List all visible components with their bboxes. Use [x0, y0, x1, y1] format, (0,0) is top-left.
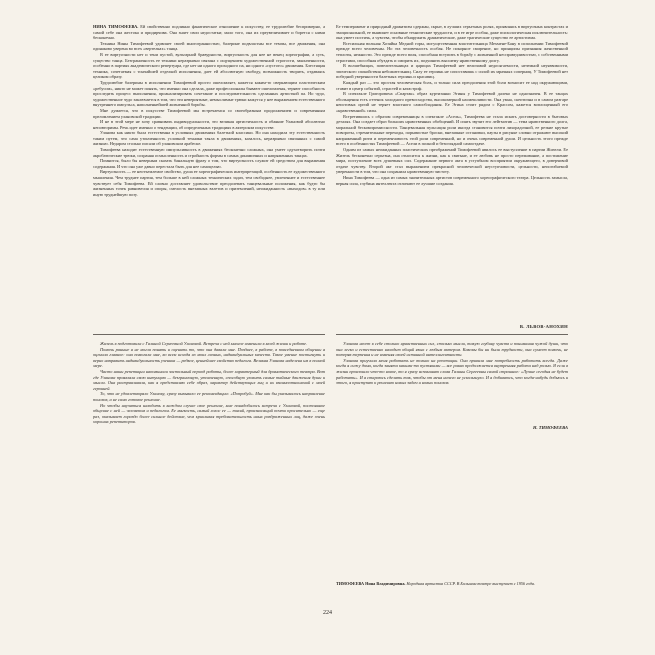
article-paragraph: Виртуозность — ее неотъемлемое свойство, душа ее хореографических интерпретаций, особенность ее художественного мышления. Чем труднее партия, тем больше в ней сложных технических задач, тем свободнее, увлеченнее и естественнее чувствует себя Тимофеева. Ей словно доставляет удовольствие преодолевать танцевальные положения, как будто бы жизненных точек равновесия и опоры, смелость внезапных взлетов и приземлений, неожиданность «выходов» в ту или иную труднейшую позу. — [93, 169, 325, 197]
article-lead-text: Ей свойственно подлинно фанатическое отношение к искусству, ее трудолюбие беспримерно, а самой себе она жестока и придирчива. Она знает свои недостатки; мало того, она их преувеличивает и борется с ними бесконечно. — [93, 24, 325, 41]
section-divider-left — [93, 334, 325, 335]
article-paragraph: И не в этой мере не хочу сравнивать индивидуальности, это великая артистичность и обаяние Улановой абсолютно неповторимы. Речь идет именно о тенденции, об определенных традициях в актерском искусстве. — [93, 119, 325, 130]
quote-column-right — [336, 341, 568, 423]
quote-paragraph: Помочь раньше я не могла понять и оценить то, что она давала мне. Позднее, в работе, в повседневном общении я оценила главное: она помогала мне, во всем исходя из моих личных, индивидуальных качеств. Такое умение постигнуть и верно направить индивидуальность ученика — редкое, ценнейшее свойство педагога. Великая Уланова наделена им в полной мере. — [93, 346, 325, 369]
article-paragraph: Уланова как никто была естественна в условных движениях балетной классики. Но она находила эту естественность таким путем, что сама утонченность условной техники таяла в движениях, казалось, неразрывно связанных с самой жизнью. Недаром столько писали об улановском арабеске. — [93, 130, 325, 147]
article-column-right — [336, 24, 568, 323]
article-lead-name: НИНА ТИМОФЕЕВА. — [93, 24, 139, 29]
article-paragraph: Ее темперамент и природный драматизм сдержан, скрыт, в лучших серьезных ролях, проявляясь в виртуозных контрастах и эмоциональной, ее выявляет основные технические трудности, и в ее игре особая, даже психологическая исключительность: она умеет постичь, а чувства, чтобы обнаружить драматические, даже трагические существо ее артистизма. — [336, 24, 568, 41]
article-paragraph: Нина Тимофеева — одна из самых значительных артистов современного хореографического театра. Цельность замысла, верная сила, глубина интеллекта отличают ее лучшие создания. — [336, 175, 568, 186]
quote-paragraph: Но чтобы научаться находить в каждом случае свое решение, мне понадобилось встреча с Улановой, постоянное общение с ней — человеком и педагогом. Ее мягкость, самый голос ее — тихий, произносящий почти просительно — еще раз, оказывает гораздо более сильное действие, чем крикливая требовательность иных раздраженных лиц, даже очень хороших репетиторов. — [93, 402, 325, 425]
article-paragraph: Встретившись с образом современницы в спектакле «Асель», Тимофеева не стала искать достоверности в бытовых деталях. Она создает образ больших нравственных обобщений. И опять звучит его лейтмотив — тема нравственного долга, моральной бескомпромиссности. Танцевальная пульсация роли иногда становится почти лихорадочной, ее резкие крутые повороты, стремительные переходы, порывистые броски, внезапные остановки, паузы в рисунке словно отражают высокий напряженный ритм и переменчивость этой роли современной, но и очень современной души. И цельность этого прежде всего в особенностях Тимофеевой — Асели в полной и безоглядной самоотдаче. — [336, 113, 568, 147]
quote-paragraph: Жизель в подготовила с Галиной Сергеевной Улановой. Встреча с ней многое изменила в моей жизни и работе. — [100, 341, 308, 346]
quote-column-left — [93, 341, 325, 599]
quote-paragraph: Часто наши репетиции напоминали застольный период работы, более характерный для драматического театра. Вот где Уланова проявляла свою интуицию — безграничную, утонченную, способную уловить самые тайные движения души и мысли. Она растравливала, как я представляю себе образ, характер действующих лиц и их взаимоотношений с моей героиней. — [93, 368, 325, 391]
article-paragraph: В волшебницах, повелительницах и царицах Тимофеевой нет величавой недосягаемости, неземной неуязвимости, эпического спокойствия небожительниц. Силу ее героинь не сопоставишь с силой их мрачных соперниц. У Тимофеевой нет победной уверенности балетных героинь и красавиц. — [336, 63, 568, 80]
article-paragraph: В ее виртуозности нет и тени пустой, вульгарной бравурности, виртуозность для нее не венец хореографии, а суть, существо танца. Безграничность ее техники неразрывно связана с ощущением художественной строгости, законченности, особенно в партиях академического репертуара, где нет ни одного проходного па, ни одного «пустого» движения. Блестящая техника, сочетаемая с тончайшей отделкой исполнения, дает ей абсолютную свободу, возможность творить, отдаваясь целиком образу. — [93, 51, 325, 80]
article-paragraph: Одним из самых неожиданных пластических преображений Тимофеевой явилось ее выступление в партии Жизели. Ее Жизель бесконечно серьезна, она относится к жизни, как к святыне, и ее любовь не просто переживание, а постижение мира, поступление всех душевных сил. Содержание первого акта в уступбном восприятии окружающего, в доверчивой отдаче чувству. Второй акт стал выражением прекрасной человеческой неуступчивости, цельности, непогибаемой уверенности в том, что она сохранила нравственную чистоту. — [336, 147, 568, 175]
photo-caption — [336, 581, 568, 586]
article-column-left — [93, 24, 325, 324]
page-number: 224 — [323, 610, 332, 616]
caption-name: ТИМОФЕЕВА Нина Владимировна. — [336, 581, 406, 586]
section-divider-right — [336, 334, 568, 335]
article-paragraph: Техника Нины Тимофеевой удивляет своей многогранностью, балерине подвластны все темпы, все движения, она одинаково уверена во всех «вертелках» танца. — [93, 40, 325, 52]
article-author-signature: В. ЛЬВОВ-АНОХИН — [519, 324, 568, 329]
quote-paragraph: Уланова приучила меня работать не только на репетиции. Она привила мне потребность работать всегда. Даже когда я сижу дома, когда занята какими-то пустяками — все равно продолжается внутренняя работа над ролью. Я если в жизни произошло что-то новое, то я сразу вспоминаю слова Галины Сергеевны самой страшное: «Лучше сегодня не будет работать». И я стараюсь сделать так, чтобы от меня ничего не ускользнуло. И я добиваюсь, что когда-нибудь добьюсь и этого, я приступаю к решению новых задач и новых поисков. — [336, 357, 568, 386]
article-paragraph: Тимофеева находит естественную импульсивность в движениях бесконечно сложных, она умеет одухотворить почти акробатические трюки, сохраняя осмысленность и стройность формы в самых динамичных и напряженных танцах. — [93, 147, 325, 158]
article-paragraph: В спектакле Григоровича «Спартак» образ куртизанки Эгины у Тимофеевой далеко не однозначен. В ее танцах обольщения есть оттенок холодного превосходства, высокомерной насмешливости. Она умна, скептична и в самом разгаре неистовых оргий не теряет властного самообладания. Ее Эгина стоит рядом с Крассом, кажется воплощенный его «нравственной» силы. — [336, 91, 568, 113]
article-paragraph: Мне думается, что в искусстве Тимофеевой мы встречаемся со своеобразным продолжением и современным преломлением улановской традиции. — [93, 107, 325, 119]
article-paragraph: Каждый раз — это простая человеческая боль, и только сила преодоления этой боли возносит ее над окружающими, ставит в центр событий, страстей и катастроф. — [336, 79, 568, 91]
article-paragraph: Помнится, было бы неверным сказать банальную фразу о том, что виртуозность служит ей средством для выражения содержания. И что она уже давно перестала быть для нее самоцелью. — [93, 158, 325, 169]
quote-paragraph: Уланова несет в себе столько нравственных сил, столько мысли, такую глубину чувств и понимания чужой души, что она легко и естественно находит общий язык с любым актером. Каковы бы ни были трудности, она сумеет помочь, не потеряв терпения и не изменяя своей истинной интеллигентности. — [336, 341, 568, 358]
article-paragraph: Всесильная вольная Хозяйка Медной горы, могущественная властительница Мехмене-Бану в исполнении Тимофеевой прежде всего человечны. Но эта человечность особая. Не покорное смирение, но принципы признания женственной теплоты, нежности. Это прежде всего воля, способная вступить в борьбу с жизненной несправедливостью, с собственными страстями, способная обуздать и смирить их, подчинить высшему нравственному долгу. — [336, 40, 568, 63]
article-paragraph: Трудолюбие балерины в исполнении Тимофеевой просто ошеломляет, кажется каким-то сверкающим пластическим «ребусом», никто не может понять, что именно она сделала, даже профессионалы бывают ошеломлены, теряют способность проследить процесс выполнения, проанализировать сочетание и последовательность сделанных артисткой па. Но чудо, художественное чудо заключается в том, что эти невероятные, немыслимые трюки кажутся у нее выражением естественного внутреннего импульса, наполненнейшей жизненной борьбы. — [93, 79, 325, 108]
caption-text: Народная артистка СССР. В Большом театре выступает с 1956 года. — [405, 581, 535, 586]
quote-paragraph: То, что не удовлетворяло Уланову, сразу вызывало ее рекомендации: «Попробуй». Мне как бы указывалось направление поисков, а не само готовое решение. — [93, 391, 325, 402]
article-lead-paragraph — [93, 24, 325, 41]
quote-author-signature: Н. ТИМОФЕЕВА — [533, 425, 568, 430]
